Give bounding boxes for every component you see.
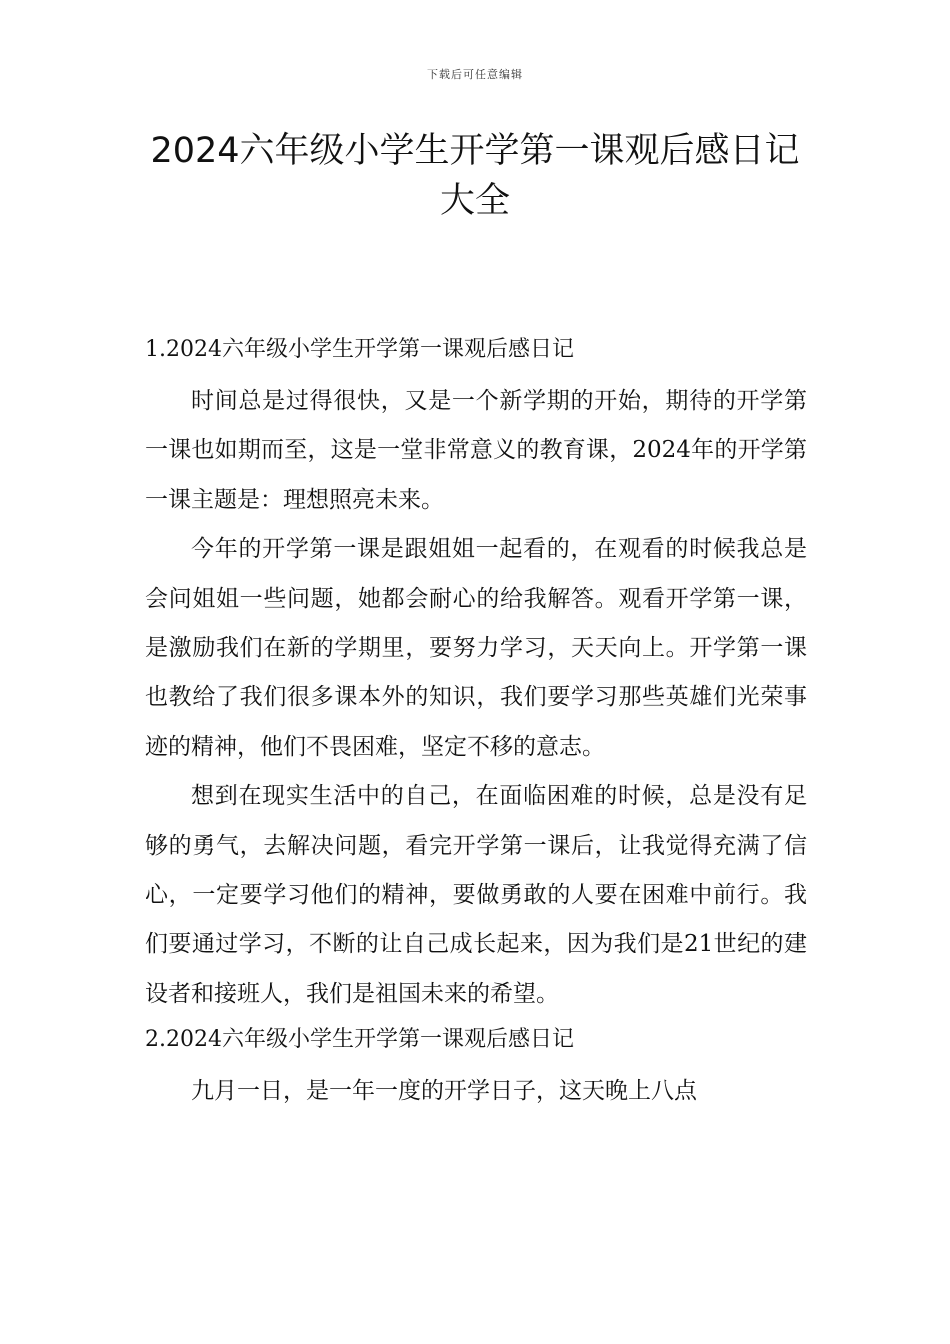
paragraph: 九月一日，是一年一度的开学日子，这天晚上八点 [191,1078,697,1105]
section-heading: 2.2024六年级小学生开学第一课观后感日记 [145,1027,574,1053]
section-2 [145,1021,807,1116]
paragraph: 时间总是过得很快，又是一个新学期的开始，期待的开学第一课也如期而至，这是一堂非常意义的教育课，2024年的开学第一课主题是：理想照亮未来。 [145,388,807,513]
header-note: 下载后可任意编辑 [427,68,523,81]
paragraph: 想到在现实生活中的自己，在面临困难的时候，总是没有足够的勇气，去解决问题，看完开学第一课后，让我觉得充满了信心，一定要学习他们的精神，要做勇敢的人要在困难中前行。我们要通过学习，不断的让自己成长起来，因为我们是21世纪的建设者和接班人，我们是祖国未来的希望。 [145,783,807,1007]
section-1 [145,331,807,1019]
document-body [145,331,807,1117]
title-line-1: 2024六年级小学生开学第一课观后感日记 [150,131,800,171]
document-title [0,126,950,226]
title-line-2: 大全 [439,181,510,221]
paragraph: 今年的开学第一课是跟姐姐一起看的，在观看的时候我总是会问姐姐一些问题，她都会耐心的给我解答。观看开学第一课，是激励我们在新的学期里，要努力学习，天天向上。开学第一课也教给了我们很多课本外的知识，我们要学习那些英雄们光荣事迹的精神，他们不畏困难，坚定不移的意志。 [145,536,807,760]
section-heading: 1.2024六年级小学生开学第一课观后感日记 [145,337,574,362]
